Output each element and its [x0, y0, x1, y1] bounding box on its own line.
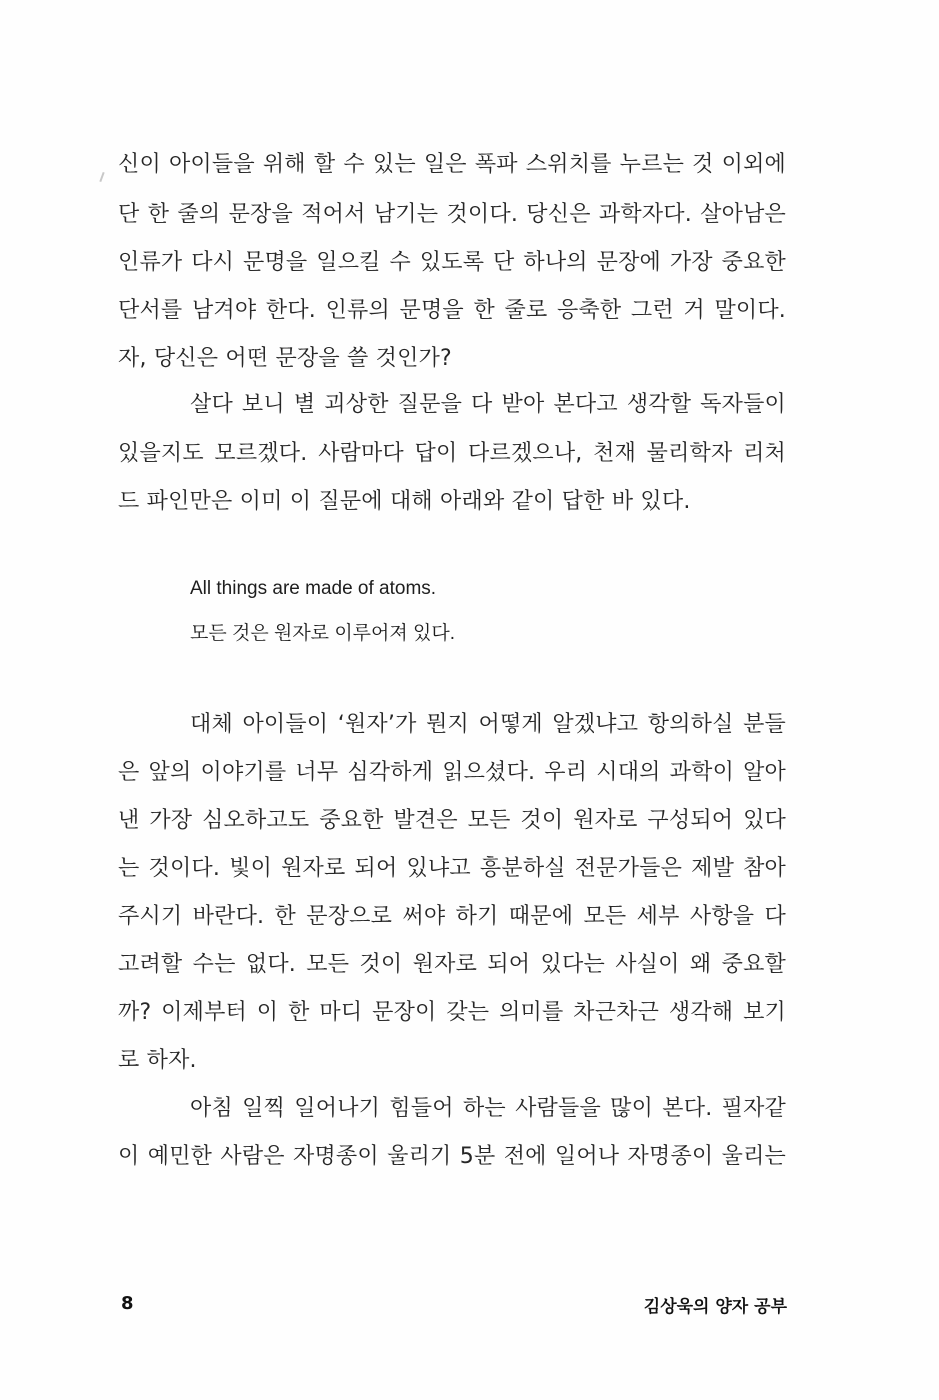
text-line: 로 하자. [118, 1048, 197, 1073]
running-footer-title: 김상욱의 양자 공부 [643, 1297, 787, 1317]
text-line: 살다 보니 별 괴상한 질문을 다 받아 본다고 생각할 독자들이 [190, 392, 786, 417]
text-line: 단서를 남겨야 한다. 인류의 문명을 한 줄로 응축한 그런 거 말이다. [118, 298, 786, 323]
text-line: 단 한 줄의 문장을 적어서 남기는 것이다. 당신은 과학자다. 살아남은 [118, 202, 786, 227]
text-line: 신이 아이들을 위해 할 수 있는 일은 폭파 스위치를 누르는 것 이외에 [118, 152, 786, 177]
text-line: 이 예민한 사람은 자명종이 울리기 5분 전에 일어나 자명종이 울리는 [118, 1144, 786, 1169]
text-line: 까? 이제부터 이 한 마디 문장이 갖는 의미를 차근차근 생각해 보기 [118, 1000, 786, 1025]
text-line: 아침 일찍 일어나기 힘들어 하는 사람들을 많이 본다. 필자같 [190, 1096, 786, 1121]
text-line: 고려할 수는 없다. 모든 것이 원자로 되어 있다는 사실이 왜 중요할 [118, 952, 786, 977]
quote-korean: 모든 것은 원자로 이루어져 있다. [190, 623, 455, 644]
text-line: 주시기 바란다. 한 문장으로 써야 하기 때문에 모든 세부 사항을 다 [118, 904, 786, 929]
text-line: 은 앞의 이야기를 너무 심각하게 읽으셨다. 우리 시대의 과학이 알아 [118, 760, 786, 785]
page-number: 8 [121, 1293, 134, 1314]
margin-mark [99, 172, 104, 182]
text-line: 낸 가장 심오하고도 중요한 발견은 모든 것이 원자로 구성되어 있다 [118, 808, 786, 833]
text-line: 드 파인만은 이미 이 질문에 대해 아래와 같이 답한 바 있다. [118, 489, 691, 514]
text-line: 자, 당신은 어떤 문장을 쓸 것인가? [118, 346, 452, 371]
text-line: 인류가 다시 문명을 일으킬 수 있도록 단 하나의 문장에 가장 중요한 [118, 250, 786, 275]
quote-english: All things are made of atoms. [190, 578, 437, 599]
text-line: 대체 아이들이 ‘원자’가 뭔지 어떻게 알겠냐고 항의하실 분들 [190, 712, 786, 737]
text-line: 있을지도 모르겠다. 사람마다 답이 다르겠으나, 천재 물리학자 리처 [118, 441, 786, 466]
text-line: 는 것이다. 빛이 원자로 되어 있냐고 흥분하실 전문가들은 제발 참아 [118, 856, 786, 881]
